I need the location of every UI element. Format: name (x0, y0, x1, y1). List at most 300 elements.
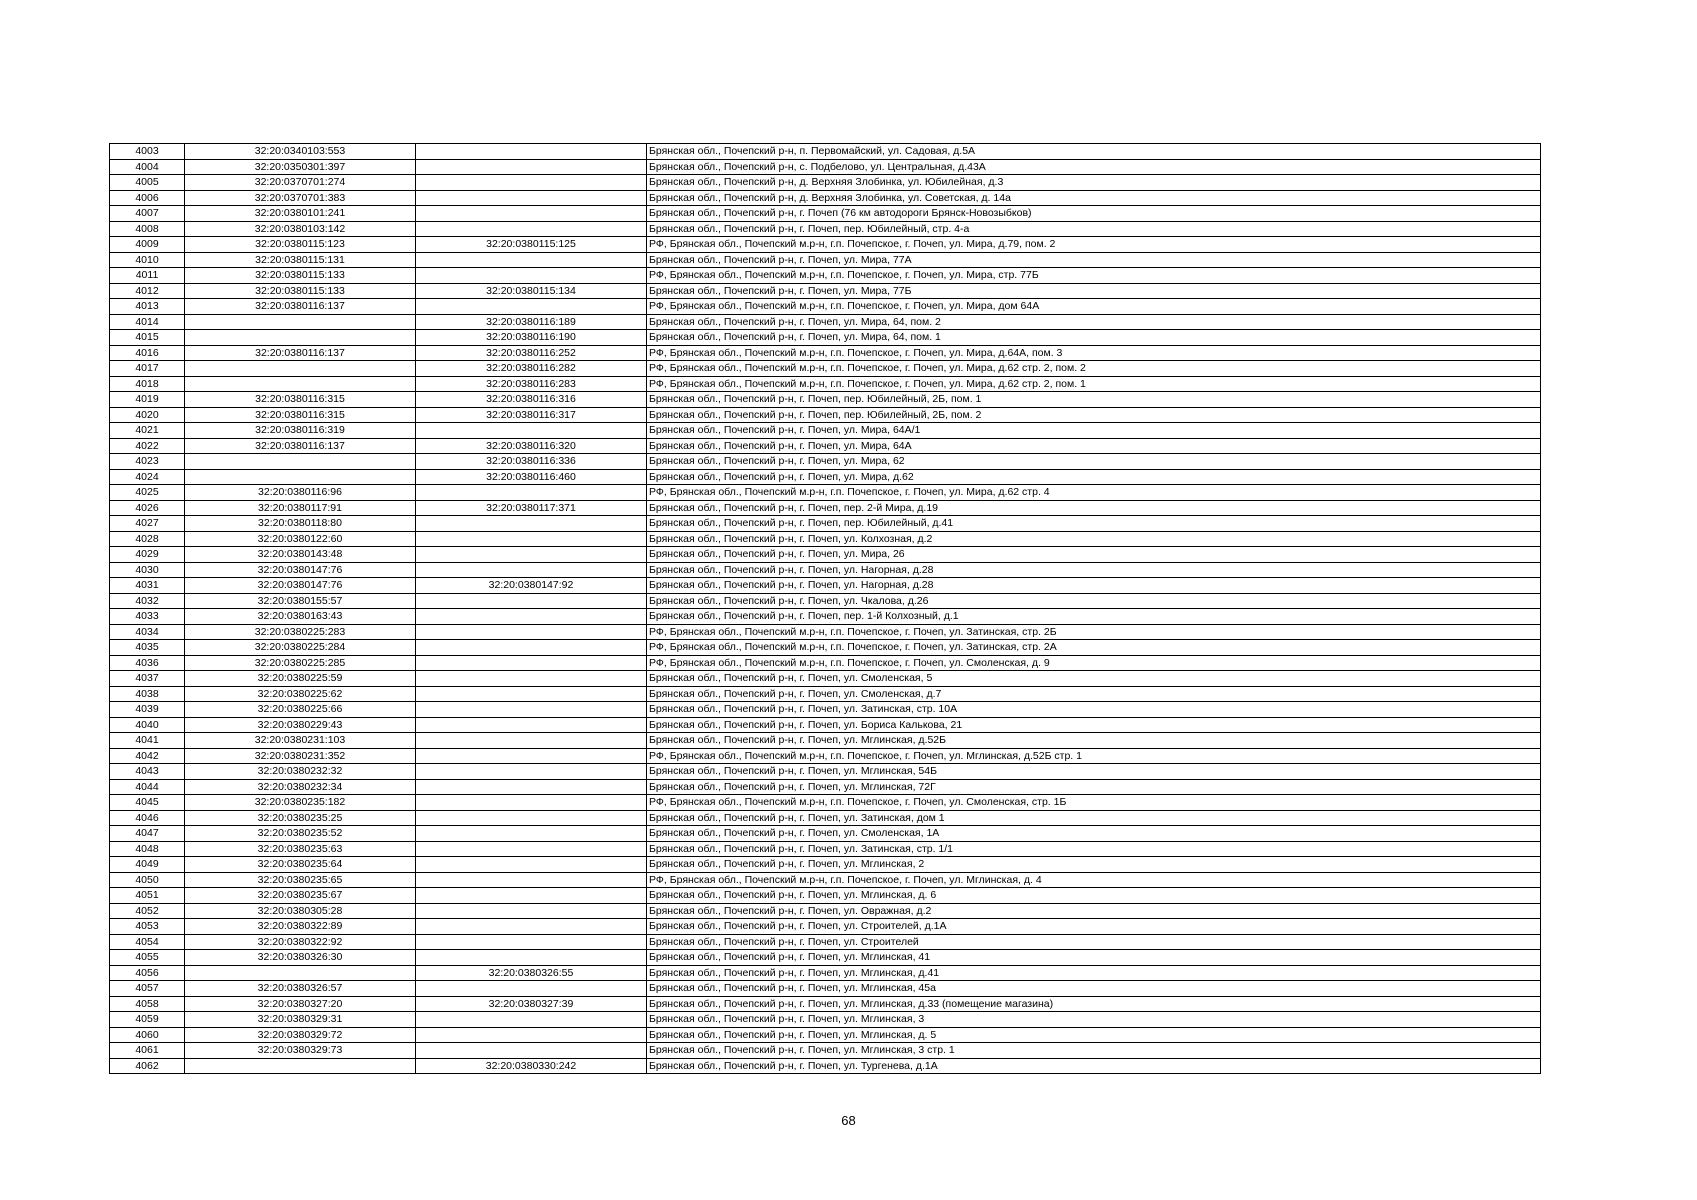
land-cadastral-number-cell: 32:20:0380235:63 (185, 841, 416, 857)
object-cadastral-number-cell (416, 640, 647, 656)
table-row (110, 733, 1541, 749)
address-cell: РФ, Брянская обл., Почепский м.р-н, г.п. Почепское, г. Почеп, ул. Затинская, стр. 2А (647, 640, 1541, 656)
address-cell: Брянская обл., Почепский р-н, с. Подбелово, ул. Центральная, д.43А (647, 159, 1541, 175)
object-cadastral-number-cell (416, 826, 647, 842)
address-cell: Брянская обл., Почепский р-н, г. Почеп, ул. Нагорная, д.28 (647, 578, 1541, 594)
table-row (110, 996, 1541, 1012)
row-number-cell: 4048 (110, 841, 185, 857)
address-cell: Брянская обл., Почепский р-н, г. Почеп, ул. Овражная, д.2 (647, 903, 1541, 919)
address-cell: Брянская обл., Почепский р-н, г. Почеп, ул. Тургенева, д.1А (647, 1058, 1541, 1074)
address-cell: РФ, Брянская обл., Почепский м.р-н, г.п. Почепское, г. Почеп, ул. Мира, д.62 стр. 2, пом. 2 (647, 361, 1541, 377)
address-cell: Брянская обл., Почепский р-н, д. Верхняя Злобинка, ул. Юбилейная, д.3 (647, 175, 1541, 191)
table-row (110, 438, 1541, 454)
object-cadastral-number-cell (416, 624, 647, 640)
land-cadastral-number-cell: 32:20:0380225:66 (185, 702, 416, 718)
address-cell: РФ, Брянская обл., Почепский м.р-н, г.п. Почепское, г. Почеп, ул. Мира, д.79, пом. 2 (647, 237, 1541, 253)
land-cadastral-number-cell: 32:20:0380115:131 (185, 252, 416, 268)
land-cadastral-number-cell: 32:20:0380329:73 (185, 1043, 416, 1059)
object-cadastral-number-cell (416, 159, 647, 175)
table-row (110, 500, 1541, 516)
property-table (109, 143, 1541, 1074)
object-cadastral-number-cell: 32:20:0380116:282 (416, 361, 647, 377)
row-number-cell: 4016 (110, 345, 185, 361)
row-number-cell: 4038 (110, 686, 185, 702)
table-row (110, 345, 1541, 361)
land-cadastral-number-cell: 32:20:0380116:315 (185, 392, 416, 408)
row-number-cell: 4023 (110, 454, 185, 470)
land-cadastral-number-cell: 32:20:0380115:133 (185, 283, 416, 299)
table-row (110, 144, 1541, 160)
object-cadastral-number-cell: 32:20:0380117:371 (416, 500, 647, 516)
row-number-cell: 4047 (110, 826, 185, 842)
row-number-cell: 4049 (110, 857, 185, 873)
land-cadastral-number-cell: 32:20:0380147:76 (185, 578, 416, 594)
table-row (110, 268, 1541, 284)
address-cell: Брянская обл., Почепский р-н, г. Почеп, ул. Мглинская, д.41 (647, 965, 1541, 981)
row-number-cell: 4015 (110, 330, 185, 346)
row-number-cell: 4029 (110, 547, 185, 563)
table-row (110, 407, 1541, 423)
row-number-cell: 4059 (110, 1012, 185, 1028)
address-cell: Брянская обл., Почепский р-н, г. Почеп, ул. Бориса Калькова, 21 (647, 717, 1541, 733)
address-cell: Брянская обл., Почепский р-н, г. Почеп (76 км автодороги Брянск-Новозыбков) (647, 206, 1541, 222)
object-cadastral-number-cell (416, 888, 647, 904)
object-cadastral-number-cell: 32:20:0380115:134 (416, 283, 647, 299)
land-cadastral-number-cell: 32:20:0380147:76 (185, 562, 416, 578)
object-cadastral-number-cell (416, 779, 647, 795)
object-cadastral-number-cell: 32:20:0380116:320 (416, 438, 647, 454)
object-cadastral-number-cell: 32:20:0380116:316 (416, 392, 647, 408)
table-row (110, 903, 1541, 919)
object-cadastral-number-cell (416, 221, 647, 237)
object-cadastral-number-cell (416, 717, 647, 733)
row-number-cell: 4058 (110, 996, 185, 1012)
land-cadastral-number-cell: 32:20:0380327:20 (185, 996, 416, 1012)
address-cell: Брянская обл., Почепский р-н, г. Почеп, ул. Строителей, д.1А (647, 919, 1541, 935)
address-cell: Брянская обл., Почепский р-н, г. Почеп, ул. Смоленская, 5 (647, 671, 1541, 687)
table-row (110, 531, 1541, 547)
address-cell: Брянская обл., Почепский р-н, г. Почеп, ул. Мира, 64А/1 (647, 423, 1541, 439)
table-row (110, 748, 1541, 764)
land-cadastral-number-cell: 32:20:0380155:57 (185, 593, 416, 609)
address-cell: Брянская обл., Почепский р-н, г. Почеп, ул. Нагорная, д.28 (647, 562, 1541, 578)
land-cadastral-number-cell: 32:20:0380116:137 (185, 345, 416, 361)
table-row (110, 252, 1541, 268)
row-number-cell: 4062 (110, 1058, 185, 1074)
table-row (110, 1043, 1541, 1059)
address-cell: РФ, Брянская обл., Почепский м.р-н, г.п. Почепское, г. Почеп, ул. Мглинская, д. 4 (647, 872, 1541, 888)
land-cadastral-number-cell: 32:20:0380225:59 (185, 671, 416, 687)
table-row (110, 578, 1541, 594)
row-number-cell: 4033 (110, 609, 185, 625)
land-cadastral-number-cell (185, 454, 416, 470)
land-cadastral-number-cell: 32:20:0380235:52 (185, 826, 416, 842)
row-number-cell: 4045 (110, 795, 185, 811)
object-cadastral-number-cell (416, 655, 647, 671)
table-row (110, 981, 1541, 997)
land-cadastral-number-cell: 32:20:0380322:92 (185, 934, 416, 950)
object-cadastral-number-cell (416, 934, 647, 950)
address-cell: Брянская обл., Почепский р-н, г. Почеп, ул. Мира, 77А (647, 252, 1541, 268)
table-row (110, 237, 1541, 253)
row-number-cell: 4019 (110, 392, 185, 408)
address-cell: Брянская обл., Почепский р-н, г. Почеп, ул. Строителей (647, 934, 1541, 950)
address-cell: Брянская обл., Почепский р-н, г. Почеп, ул. Мира, 64, пом. 1 (647, 330, 1541, 346)
row-number-cell: 4054 (110, 934, 185, 950)
address-cell: Брянская обл., Почепский р-н, г. Почеп, ул. Мира, 62 (647, 454, 1541, 470)
object-cadastral-number-cell (416, 1027, 647, 1043)
property-table-body (110, 144, 1541, 1074)
table-row (110, 454, 1541, 470)
object-cadastral-number-cell (416, 981, 647, 997)
object-cadastral-number-cell (416, 516, 647, 532)
land-cadastral-number-cell: 32:20:0380143:48 (185, 547, 416, 563)
land-cadastral-number-cell (185, 376, 416, 392)
object-cadastral-number-cell (416, 485, 647, 501)
address-cell: Брянская обл., Почепский р-н, г. Почеп, ул. Мглинская, д.52Б (647, 733, 1541, 749)
land-cadastral-number-cell: 32:20:0380235:182 (185, 795, 416, 811)
row-number-cell: 4039 (110, 702, 185, 718)
object-cadastral-number-cell: 32:20:0380116:252 (416, 345, 647, 361)
land-cadastral-number-cell: 32:20:0380225:62 (185, 686, 416, 702)
table-row (110, 1027, 1541, 1043)
object-cadastral-number-cell (416, 593, 647, 609)
table-row (110, 593, 1541, 609)
row-number-cell: 4028 (110, 531, 185, 547)
table-row (110, 671, 1541, 687)
table-row (110, 159, 1541, 175)
object-cadastral-number-cell: 32:20:0380115:125 (416, 237, 647, 253)
object-cadastral-number-cell: 32:20:0380116:283 (416, 376, 647, 392)
address-cell: РФ, Брянская обл., Почепский м.р-н, г.п. Почепское, г. Почеп, ул. Смоленская, д. 9 (647, 655, 1541, 671)
land-cadastral-number-cell (185, 361, 416, 377)
row-number-cell: 4036 (110, 655, 185, 671)
table-row (110, 779, 1541, 795)
land-cadastral-number-cell: 32:20:0380225:285 (185, 655, 416, 671)
address-cell: Брянская обл., Почепский р-н, г. Почеп, ул. Чкалова, д.26 (647, 593, 1541, 609)
row-number-cell: 4027 (110, 516, 185, 532)
table-row (110, 764, 1541, 780)
table-row (110, 547, 1541, 563)
address-cell: Брянская обл., Почепский р-н, г. Почеп, ул. Мглинская, 2 (647, 857, 1541, 873)
address-cell: Брянская обл., Почепский р-н, г. Почеп, ул. Мглинская, д. 6 (647, 888, 1541, 904)
row-number-cell: 4004 (110, 159, 185, 175)
table-row (110, 609, 1541, 625)
table-row (110, 330, 1541, 346)
row-number-cell: 4052 (110, 903, 185, 919)
land-cadastral-number-cell: 32:20:0380225:283 (185, 624, 416, 640)
table-row (110, 221, 1541, 237)
row-number-cell: 4051 (110, 888, 185, 904)
object-cadastral-number-cell (416, 857, 647, 873)
address-cell: Брянская обл., Почепский р-н, г. Почеп, ул. Мглинская, д. 5 (647, 1027, 1541, 1043)
table-row (110, 624, 1541, 640)
address-cell: РФ, Брянская обл., Почепский м.р-н, г.п. Почепское, г. Почеп, ул. Мглинская, д.52Б стр. 1 (647, 748, 1541, 764)
land-cadastral-number-cell: 32:20:0380116:137 (185, 299, 416, 315)
land-cadastral-number-cell: 32:20:0380229:43 (185, 717, 416, 733)
address-cell: Брянская обл., Почепский р-н, г. Почеп, ул. Мглинская, 3 стр. 1 (647, 1043, 1541, 1059)
object-cadastral-number-cell (416, 268, 647, 284)
row-number-cell: 4041 (110, 733, 185, 749)
address-cell: РФ, Брянская обл., Почепский м.р-н, г.п. Почепское, г. Почеп, ул. Мира, дом 64А (647, 299, 1541, 315)
row-number-cell: 4042 (110, 748, 185, 764)
address-cell: Брянская обл., Почепский р-н, г. Почеп, пер. Юбилейный, 2Б, пом. 1 (647, 392, 1541, 408)
table-row (110, 934, 1541, 950)
table-row (110, 1012, 1541, 1028)
row-number-cell: 4008 (110, 221, 185, 237)
table-row (110, 826, 1541, 842)
land-cadastral-number-cell: 32:20:0340103:553 (185, 144, 416, 160)
object-cadastral-number-cell: 32:20:0380116:460 (416, 469, 647, 485)
address-cell: РФ, Брянская обл., Почепский м.р-н, г.п. Почепское, г. Почеп, ул. Мира, д.64А, пом. 3 (647, 345, 1541, 361)
row-number-cell: 4046 (110, 810, 185, 826)
object-cadastral-number-cell (416, 950, 647, 966)
object-cadastral-number-cell (416, 810, 647, 826)
land-cadastral-number-cell: 32:20:0380326:30 (185, 950, 416, 966)
row-number-cell: 4012 (110, 283, 185, 299)
address-cell: Брянская обл., Почепский р-н, г. Почеп, пер. Юбилейный, д.41 (647, 516, 1541, 532)
object-cadastral-number-cell (416, 1043, 647, 1059)
table-row (110, 299, 1541, 315)
table-row (110, 190, 1541, 206)
object-cadastral-number-cell: 32:20:0380327:39 (416, 996, 647, 1012)
land-cadastral-number-cell (185, 330, 416, 346)
table-row (110, 562, 1541, 578)
land-cadastral-number-cell: 32:20:0370701:383 (185, 190, 416, 206)
row-number-cell: 4030 (110, 562, 185, 578)
table-row (110, 655, 1541, 671)
land-cadastral-number-cell: 32:20:0380235:67 (185, 888, 416, 904)
land-cadastral-number-cell: 32:20:0380116:319 (185, 423, 416, 439)
object-cadastral-number-cell: 32:20:0380326:55 (416, 965, 647, 981)
object-cadastral-number-cell (416, 423, 647, 439)
object-cadastral-number-cell (416, 841, 647, 857)
land-cadastral-number-cell: 32:20:0380326:57 (185, 981, 416, 997)
row-number-cell: 4032 (110, 593, 185, 609)
object-cadastral-number-cell (416, 1012, 647, 1028)
table-row (110, 361, 1541, 377)
table-row (110, 206, 1541, 222)
row-number-cell: 4010 (110, 252, 185, 268)
object-cadastral-number-cell (416, 748, 647, 764)
row-number-cell: 4031 (110, 578, 185, 594)
table-row (110, 516, 1541, 532)
row-number-cell: 4035 (110, 640, 185, 656)
address-cell: РФ, Брянская обл., Почепский м.р-н, г.п. Почепское, г. Почеп, ул. Мира, д.62 стр. 4 (647, 485, 1541, 501)
row-number-cell: 4011 (110, 268, 185, 284)
object-cadastral-number-cell: 32:20:0380116:190 (416, 330, 647, 346)
row-number-cell: 4037 (110, 671, 185, 687)
object-cadastral-number-cell (416, 175, 647, 191)
object-cadastral-number-cell: 32:20:0380116:336 (416, 454, 647, 470)
row-number-cell: 4003 (110, 144, 185, 160)
row-number-cell: 4024 (110, 469, 185, 485)
land-cadastral-number-cell: 32:20:0380232:34 (185, 779, 416, 795)
address-cell: РФ, Брянская обл., Почепский м.р-н, г.п. Почепское, г. Почеп, ул. Мира, д.62 стр. 2, пом. 1 (647, 376, 1541, 392)
row-number-cell: 4057 (110, 981, 185, 997)
address-cell: РФ, Брянская обл., Почепский м.р-н, г.п. Почепское, г. Почеп, ул. Смоленская, стр. 1Б (647, 795, 1541, 811)
address-cell: Брянская обл., Почепский р-н, г. Почеп, ул. Мира, 64А (647, 438, 1541, 454)
address-cell: Брянская обл., Почепский р-н, г. Почеп, ул. Мглинская, 41 (647, 950, 1541, 966)
address-cell: Брянская обл., Почепский р-н, г. Почеп, ул. Мира, д.62 (647, 469, 1541, 485)
table-row (110, 857, 1541, 873)
address-cell: Брянская обл., Почепский р-н, п. Первомайский, ул. Садовая, д.5А (647, 144, 1541, 160)
address-cell: Брянская обл., Почепский р-н, г. Почеп, ул. Смоленская, 1А (647, 826, 1541, 842)
row-number-cell: 4005 (110, 175, 185, 191)
land-cadastral-number-cell: 32:20:0380225:284 (185, 640, 416, 656)
row-number-cell: 4013 (110, 299, 185, 315)
object-cadastral-number-cell (416, 609, 647, 625)
row-number-cell: 4022 (110, 438, 185, 454)
address-cell: РФ, Брянская обл., Почепский м.р-н, г.п. Почепское, г. Почеп, ул. Мира, стр. 77Б (647, 268, 1541, 284)
row-number-cell: 4026 (110, 500, 185, 516)
address-cell: Брянская обл., Почепский р-н, г. Почеп, ул. Мглинская, 3 (647, 1012, 1541, 1028)
row-number-cell: 4017 (110, 361, 185, 377)
address-cell: Брянская обл., Почепский р-н, г. Почеп, ул. Мглинская, 72Г (647, 779, 1541, 795)
table-row (110, 376, 1541, 392)
address-cell: Брянская обл., Почепский р-н, г. Почеп, ул. Мира, 26 (647, 547, 1541, 563)
address-cell: Брянская обл., Почепский р-н, г. Почеп, ул. Колхозная, д.2 (647, 531, 1541, 547)
land-cadastral-number-cell: 32:20:0380115:133 (185, 268, 416, 284)
object-cadastral-number-cell (416, 144, 647, 160)
land-cadastral-number-cell: 32:20:0380231:103 (185, 733, 416, 749)
address-cell: Брянская обл., Почепский р-н, г. Почеп, ул. Смоленская, д.7 (647, 686, 1541, 702)
land-cadastral-number-cell: 32:20:0380305:28 (185, 903, 416, 919)
object-cadastral-number-cell (416, 671, 647, 687)
land-cadastral-number-cell: 32:20:0380329:31 (185, 1012, 416, 1028)
object-cadastral-number-cell: 32:20:0380116:317 (416, 407, 647, 423)
address-cell: Брянская обл., Почепский р-н, г. Почеп, пер. Юбилейный, 2Б, пом. 2 (647, 407, 1541, 423)
object-cadastral-number-cell (416, 872, 647, 888)
row-number-cell: 4034 (110, 624, 185, 640)
object-cadastral-number-cell (416, 795, 647, 811)
land-cadastral-number-cell: 32:20:0380116:96 (185, 485, 416, 501)
land-cadastral-number-cell: 32:20:0350301:397 (185, 159, 416, 175)
row-number-cell: 4007 (110, 206, 185, 222)
row-number-cell: 4061 (110, 1043, 185, 1059)
table-row (110, 686, 1541, 702)
table-row (110, 888, 1541, 904)
address-cell: Брянская обл., Почепский р-н, г. Почеп, ул. Мглинская, 54Б (647, 764, 1541, 780)
land-cadastral-number-cell: 32:20:0380163:43 (185, 609, 416, 625)
address-cell: Брянская обл., Почепский р-н, г. Почеп, ул. Мира, 64, пом. 2 (647, 314, 1541, 330)
address-cell: Брянская обл., Почепский р-н, г. Почеп, ул. Затинская, стр. 1/1 (647, 841, 1541, 857)
address-cell: Брянская обл., Почепский р-н, г. Почеп, ул. Мглинская, 45а (647, 981, 1541, 997)
object-cadastral-number-cell (416, 903, 647, 919)
object-cadastral-number-cell (416, 252, 647, 268)
object-cadastral-number-cell: 32:20:0380147:92 (416, 578, 647, 594)
table-row (110, 283, 1541, 299)
row-number-cell: 4021 (110, 423, 185, 439)
row-number-cell: 4044 (110, 779, 185, 795)
object-cadastral-number-cell (416, 531, 647, 547)
object-cadastral-number-cell: 32:20:0380116:189 (416, 314, 647, 330)
row-number-cell: 4060 (110, 1027, 185, 1043)
object-cadastral-number-cell (416, 733, 647, 749)
address-cell: Брянская обл., Почепский р-н, г. Почеп, ул. Мира, 77Б (647, 283, 1541, 299)
address-cell: Брянская обл., Почепский р-н, г. Почеп, ул. Мглинская, д.33 (помещение магазина) (647, 996, 1541, 1012)
table-row (110, 640, 1541, 656)
table-row (110, 702, 1541, 718)
table-row (110, 872, 1541, 888)
land-cadastral-number-cell: 32:20:0380232:32 (185, 764, 416, 780)
land-cadastral-number-cell: 32:20:0380235:64 (185, 857, 416, 873)
address-cell: Брянская обл., Почепский р-н, г. Почеп, ул. Затинская, стр. 10А (647, 702, 1541, 718)
table-row (110, 175, 1541, 191)
table-row (110, 950, 1541, 966)
page-number: 68 (841, 1113, 856, 1128)
table-row (110, 717, 1541, 733)
table-row (110, 841, 1541, 857)
land-cadastral-number-cell: 32:20:0370701:274 (185, 175, 416, 191)
object-cadastral-number-cell (416, 547, 647, 563)
land-cadastral-number-cell: 32:20:0380235:25 (185, 810, 416, 826)
table-row (110, 485, 1541, 501)
address-cell: РФ, Брянская обл., Почепский м.р-н, г.п. Почепское, г. Почеп, ул. Затинская, стр. 2Б (647, 624, 1541, 640)
table-row (110, 965, 1541, 981)
row-number-cell: 4050 (110, 872, 185, 888)
object-cadastral-number-cell (416, 562, 647, 578)
row-number-cell: 4055 (110, 950, 185, 966)
object-cadastral-number-cell: 32:20:0380330:242 (416, 1058, 647, 1074)
row-number-cell: 4043 (110, 764, 185, 780)
row-number-cell: 4009 (110, 237, 185, 253)
land-cadastral-number-cell (185, 1058, 416, 1074)
object-cadastral-number-cell (416, 206, 647, 222)
land-cadastral-number-cell (185, 469, 416, 485)
land-cadastral-number-cell: 32:20:0380117:91 (185, 500, 416, 516)
row-number-cell: 4006 (110, 190, 185, 206)
land-cadastral-number-cell: 32:20:0380322:89 (185, 919, 416, 935)
table-row (110, 392, 1541, 408)
row-number-cell: 4014 (110, 314, 185, 330)
table-row (110, 423, 1541, 439)
address-cell: Брянская обл., Почепский р-н, г. Почеп, пер. Юбилейный, стр. 4-а (647, 221, 1541, 237)
object-cadastral-number-cell (416, 764, 647, 780)
land-cadastral-number-cell: 32:20:0380122:60 (185, 531, 416, 547)
address-cell: Брянская обл., Почепский р-н, г. Почеп, пер. 1-й Колхозный, д.1 (647, 609, 1541, 625)
row-number-cell: 4056 (110, 965, 185, 981)
object-cadastral-number-cell (416, 702, 647, 718)
row-number-cell: 4025 (110, 485, 185, 501)
object-cadastral-number-cell (416, 686, 647, 702)
table-row (110, 795, 1541, 811)
table-row (110, 469, 1541, 485)
address-cell: Брянская обл., Почепский р-н, г. Почеп, пер. 2-й Мира, д.19 (647, 500, 1541, 516)
address-cell: Брянская обл., Почепский р-н, д. Верхняя Злобинка, ул. Советская, д. 14а (647, 190, 1541, 206)
table-row (110, 919, 1541, 935)
row-number-cell: 4053 (110, 919, 185, 935)
land-cadastral-number-cell: 32:20:0380118:80 (185, 516, 416, 532)
land-cadastral-number-cell: 32:20:0380101:241 (185, 206, 416, 222)
row-number-cell: 4020 (110, 407, 185, 423)
object-cadastral-number-cell (416, 299, 647, 315)
table-row (110, 810, 1541, 826)
land-cadastral-number-cell: 32:20:0380103:142 (185, 221, 416, 237)
land-cadastral-number-cell: 32:20:0380329:72 (185, 1027, 416, 1043)
row-number-cell: 4040 (110, 717, 185, 733)
land-cadastral-number-cell: 32:20:0380116:137 (185, 438, 416, 454)
land-cadastral-number-cell: 32:20:0380116:315 (185, 407, 416, 423)
object-cadastral-number-cell (416, 190, 647, 206)
land-cadastral-number-cell: 32:20:0380231:352 (185, 748, 416, 764)
land-cadastral-number-cell (185, 314, 416, 330)
address-cell: Брянская обл., Почепский р-н, г. Почеп, ул. Затинская, дом 1 (647, 810, 1541, 826)
table-row (110, 314, 1541, 330)
land-cadastral-number-cell: 32:20:0380115:123 (185, 237, 416, 253)
object-cadastral-number-cell (416, 919, 647, 935)
table-row (110, 1058, 1541, 1074)
